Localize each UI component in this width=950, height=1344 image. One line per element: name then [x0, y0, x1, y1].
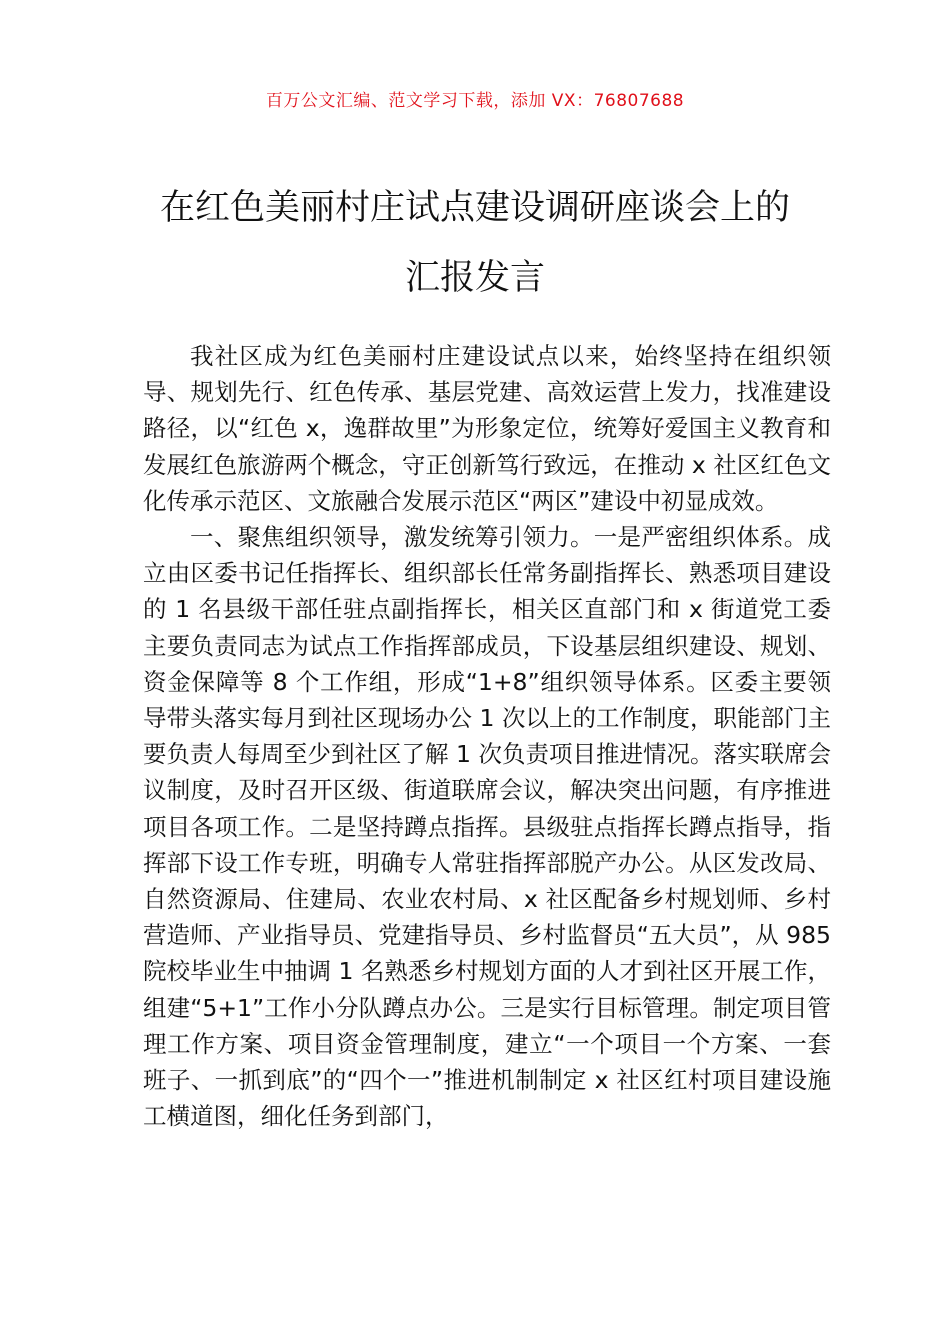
header-note: 百万公文汇编、范文学习下载，添加 VX：76807688 — [265, 91, 685, 111]
document-body — [143, 338, 831, 1134]
paragraph-section-1: 一、聚焦组织领导，激发统筹引领力。一是严密组织体系。成立由区委书记任指挥长、组织部长任常务副指挥长、熟悉项目建设的 1 名县级干部任驻点副指挥长，相关区直部门和 x 街道党工委主要负责同志为试点工作指挥部成员，下设基层组织建设、规划、资金保障等 8 个工作组，形成“1+8”组织领导体系。区委主要领导带头落实每月到社区现场办公 1 次以上的工作制度，职能部门主要负责人每周至少到社区了解 1 次负责项目推进情况。落实联席会议制度，及时召开区级、街道联席会议，解决突出问题，有序推进项目各项工作。二是坚持蹲点指挥。县级驻点指挥长蹲点指导，指挥部下设工作专班，明确专人常驻指挥部脱产办公。从区发改局、自然资源局、住建局、农业农村局、x 社区配备乡村规划师、乡村营造师、产业指导员、党建指导员、乡村监督员“五大员”，从 985 院校毕业生中抽调 1 名熟悉乡村规划方面的人才到社区开展工作，组建“5+1”工作小分队蹲点办公。三是实行目标管理。制定项目管理工作方案、项目资金管理制度，建立“一个项目一个方案、一套班子、一抓到底”的“四个一”推进机制制定 x 社区红村项目建设施工横道图，细化任务到部门， — [143, 523, 831, 1131]
paragraph-intro: 我社区成为红色美丽村庄建设试点以来，始终坚持在组织领导、规划先行、红色传承、基层党建、高效运营上发力，找准建设路径，以“红色 x，逸群故里”为形象定位，统筹好爱国主义教育和发展红色旅游两个概念，守正创新笃行致远，在推动 x 社区红色文化传承示范区、文旅融合发展示范区“两区”建设中初显成效。 — [143, 342, 831, 515]
document-title-line-2: 汇报发言 — [404, 258, 545, 298]
document-title-line-1: 在红色美丽村庄试点建设调研座谈会上的 — [159, 188, 790, 228]
